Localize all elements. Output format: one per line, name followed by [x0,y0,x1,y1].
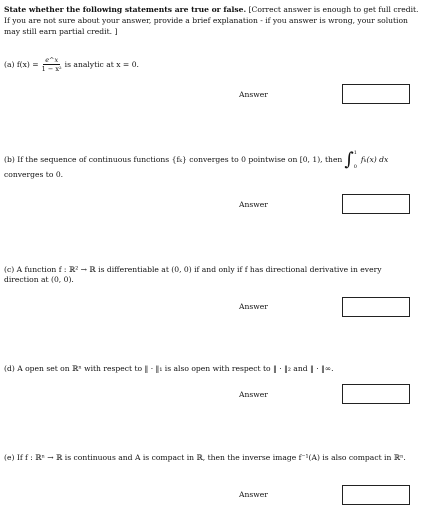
question-a-suffix: is analytic at x = 0. [64,59,139,69]
answer-label-b: Answer [239,200,268,209]
answer-label-a: Answer [239,90,268,99]
question-a-prefix: (a) f(x) = [4,59,39,69]
instructions [4,4,420,37]
question-b-line1 [4,150,418,170]
answer-box-d[interactable] [342,384,410,404]
question-a-numerator: e^x [45,56,59,64]
question-b-prefix: (b) If the sequence of continuous functions {fₖ} converges to 0 pointwise on [0, 1), then [4,155,343,164]
question-b-line2: converges to 0. [4,170,64,179]
answer-box-b[interactable] [342,194,410,214]
answer-label-e: Answer [239,490,268,499]
answer-label-c: Answer [239,302,268,311]
integrand: fₖ(x) dx [360,155,389,164]
instructions-bold: State whether the following statements are true or false. [4,5,247,14]
question-a-denominator: 1 − x² [41,65,62,73]
answer-label-d: Answer [239,390,268,399]
question-a-fraction [42,56,62,73]
integral-sign: ∫ 1 0 [344,149,357,170]
answer-box-a[interactable] [342,84,410,104]
question-a [4,56,418,73]
integral-lower-limit: 0 [353,164,357,170]
instructions-text: [Correct answer is enough to get full credit. If you are not sure about your answer, provide a brief explanation - if you answer is wrong, your solution may still earn partial credit. ] [4,5,419,36]
question-b [4,150,418,180]
question-d: (d) A open set on ℝⁿ with respect to ‖ · ‖₁ is also open with respect to ‖ · ‖₂ and ‖ · ‖∞. [4,364,334,373]
answer-box-c[interactable] [342,297,410,317]
question-e: (e) If f : ℝⁿ → ℝ is continuous and A is compact in ℝ, then the inverse image f⁻¹(A) is also compact in ℝⁿ. [4,453,406,462]
integral-upper-limit: 1 [353,150,357,156]
question-c: (c) A function f : ℝ² → ℝ is differentiable at (0, 0) if and only if f has directional derivative in every direction at (0, 0). [4,265,382,284]
answer-box-e[interactable] [342,485,410,505]
